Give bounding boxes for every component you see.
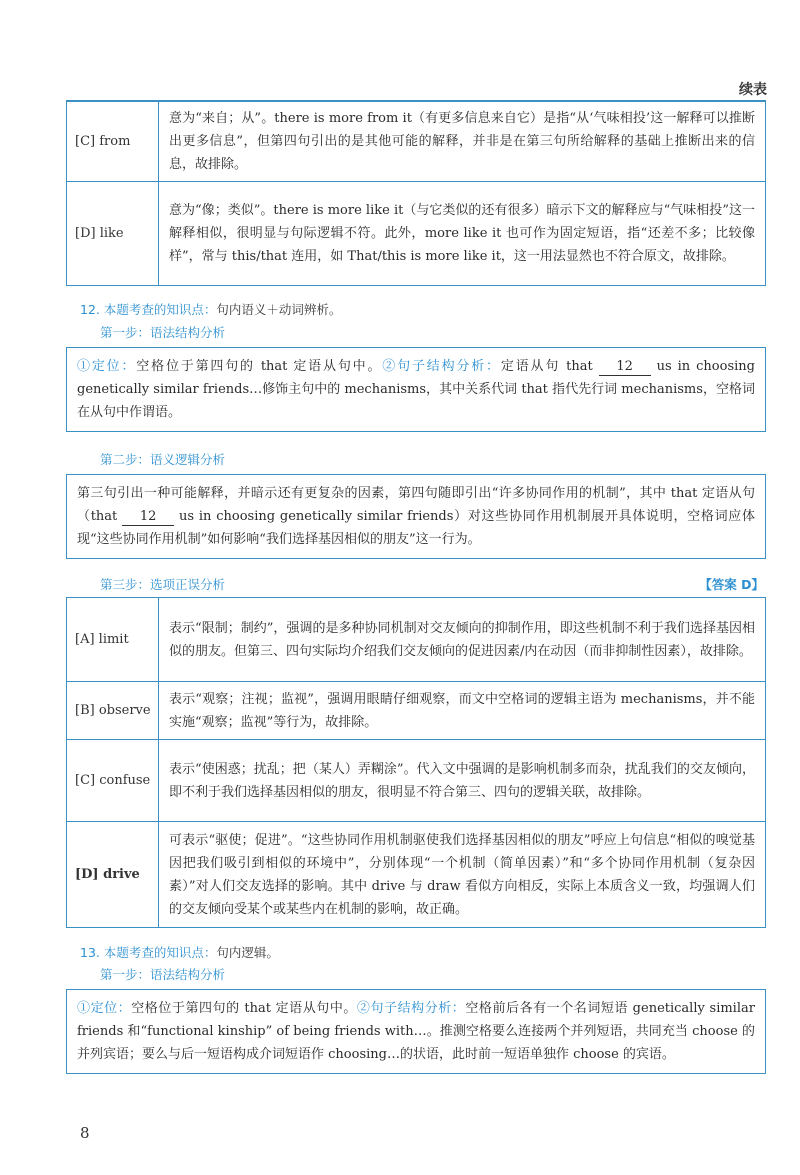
option-label: [D] like <box>67 182 159 286</box>
structure-text: 定语从句 that <box>500 359 593 374</box>
question-12-topic: 句内语义＋动词辨析。 <box>216 302 342 317</box>
structure-label: 句子结构分析： <box>397 359 501 374</box>
table-row <box>67 740 766 822</box>
option-explanation: 可表示“驱使；促进”。“这些协同作用机制驱使我们选择基因相似的朋友”呼应上句信息“相似的嗅觉基因把我们吸引到相似的环境中”，分别体现“一个机制（简单因素）”和“多个协同作用机制（复杂因素）”对人们交友选择的影响。其中 drive 与 draw 看似方向相反，实际上本质含义一致，均强调人们的交友倾向受某个或某些内在机制的影响，故正确。 <box>159 822 766 928</box>
q12-step2-title: 第二步：语义逻辑分析 <box>100 452 226 467</box>
structure-text: 空格前后各有一个名词短语 genetically similar friends 和“functional kinship” of being friends with…。推测空格要么连接两个并列短语，共同充当 choose 的并列宾语；要么与后一短语构成介词短语作 choosing…的状语，此时前一短语单独作 choose 的宾语。 <box>77 1001 755 1062</box>
option-label-correct: [D] drive <box>67 822 159 928</box>
q12-grammar-box <box>66 347 766 432</box>
question-13-number: 13. 本题考查的知识点： <box>80 945 217 960</box>
locate-text: 空格位于第四句的 that 定语从句中。 <box>131 1001 357 1016</box>
answer-badge: 【答案 D】 <box>699 577 764 592</box>
option-explanation: 表示“使困惑；扰乱；把（某人）弄糊涂”。代入文中强调的是影响机制多而杂，扰乱我们的交友倾向，即不利于我们选择基因相似的朋友，很明显不符合第三、四句的逻辑关联，故排除。 <box>159 740 766 822</box>
q12-logic-box <box>66 474 766 559</box>
table-row <box>67 598 766 682</box>
option-label: [B] observe <box>67 682 159 740</box>
structure-text-cont: us in choosing genetically similar friends…修饰主句中的 mechanisms，其中关系代词 that 指代先行词 mechanisms，空格词在从句中作谓语。 <box>77 359 755 420</box>
locate-text: 空格位于第四句的 that 定语从句中。 <box>136 359 383 374</box>
option-label: [A] limit <box>67 598 159 682</box>
page-number: 8 <box>80 1124 90 1142</box>
option-explanation: 表示“观察；注视；监视”，强调用眼睛仔细观察，而文中空格词的逻辑主语为 mechanisms，并不能实施“观察；监视”等行为，故排除。 <box>159 682 766 740</box>
locate-label: 定位： <box>91 359 137 374</box>
table-row <box>67 822 766 928</box>
blank-12: 12 <box>122 509 174 526</box>
circled-two-icon: ② <box>356 1001 371 1016</box>
options-table-11 <box>66 101 766 286</box>
option-label: [C] confuse <box>67 740 159 822</box>
structure-label: 句子结构分析： <box>370 1001 466 1016</box>
q13-step1-title: 第一步：语法结构分析 <box>100 967 226 982</box>
question-13-topic: 句内逻辑。 <box>216 945 279 960</box>
circled-one-icon: ① <box>77 1001 91 1016</box>
logic-text-cont: us in choosing genetically similar friends）对这些协同作用机制展开具体说明，空格词应体现“这些协同作用机制”如何影响“我们选择基因相似的朋友”这一行为。 <box>77 509 755 547</box>
table-row <box>67 682 766 740</box>
q12-step1-title: 第一步：语法结构分析 <box>100 325 226 340</box>
locate-label: 定位： <box>90 1001 132 1016</box>
q13-grammar-box <box>66 989 766 1074</box>
circled-two-icon: ② <box>382 359 398 374</box>
options-table-12 <box>66 597 766 928</box>
question-12-number: 12. 本题考查的知识点： <box>80 302 217 317</box>
option-explanation: 意为“像；类似”。there is more like it（与它类似的还有很多）暗示下文的解释应与“气味相投”这一解释相似，很明显与句际逻辑不符。此外，more like it 也可作为固定短语，指“还差不多；比较像样”，常与 this/that 连用，如 That/this is more like it，这一用法显然也不符合原文，故排除。 <box>159 182 766 286</box>
table-row <box>67 182 766 286</box>
question-13-heading <box>80 943 279 961</box>
blank-12: 12 <box>599 359 651 376</box>
q12-step3-title: 第三步：选项正误分析 <box>100 577 226 592</box>
question-12-heading <box>80 300 341 318</box>
option-explanation: 表示“限制；制约”，强调的是多种协同机制对交友倾向的抑制作用，即这些机制不利于我们选择基因相似的朋友。但第三、四句实际均介绍我们交友倾向的促进因素/内在动因（而非抑制性因素），故排除。 <box>159 598 766 682</box>
option-label: [C] from <box>67 102 159 182</box>
option-explanation: 意为“来自；从”。there is more from it（有更多信息来自它）是指“从‘气味相投’这一解释可以推断出更多信息”，但第四句引出的是其他可能的解释，并非是在第三句所给解释的基础上推断出来的信息，故排除。 <box>159 102 766 182</box>
table-row <box>67 102 766 182</box>
continued-label: 续表 <box>739 82 767 98</box>
logic-text: 第三句引出一种可能解释，并暗示还有更复杂的因素，第四句随即引出“许多协同作用的机制”，其中 that 定语从句（that <box>77 486 755 524</box>
circled-one-icon: ① <box>77 359 92 374</box>
